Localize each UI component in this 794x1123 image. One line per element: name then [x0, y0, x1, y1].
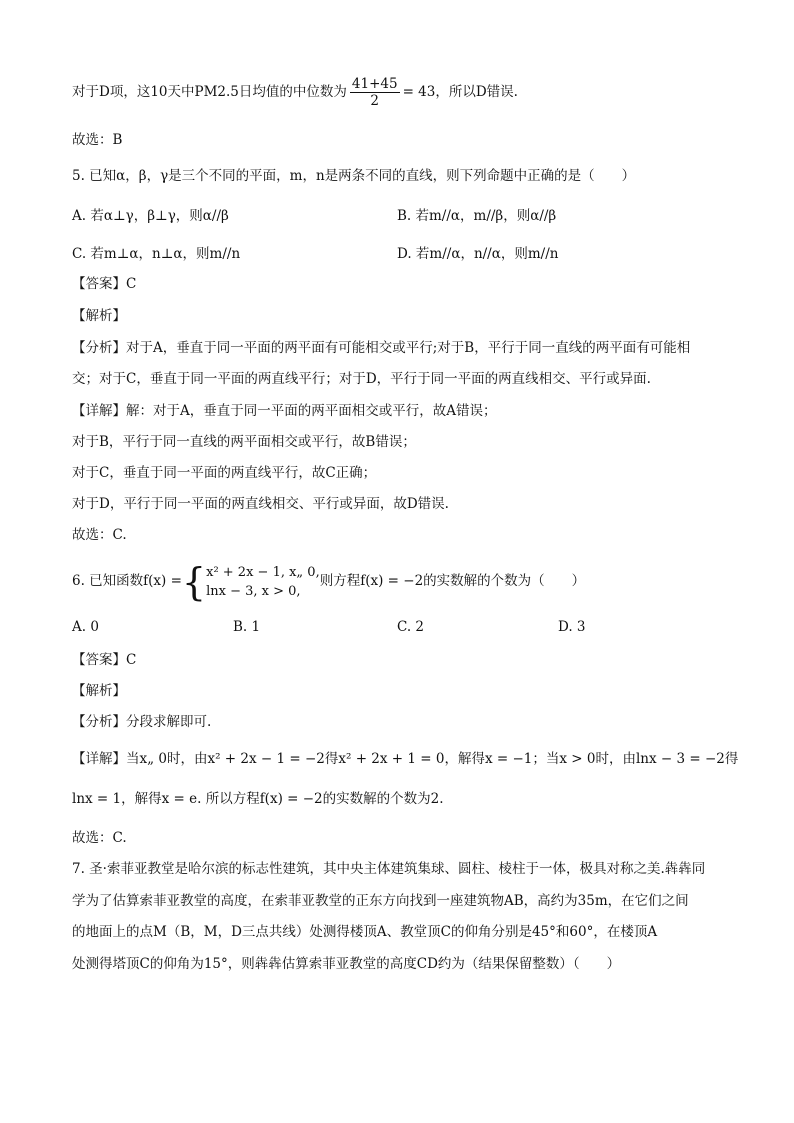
q5-fenxi-line-1: 【分析】对于A，垂直于同一平面的两平面有可能相交或平行;对于B，平行于同一直线的两平面有可能相 — [72, 340, 691, 356]
fraction-denominator: 2 — [370, 93, 380, 109]
q5-detail-line-2: 对于B，平行于同一直线的两平面相交或平行，故B错误； — [72, 434, 416, 450]
q5-fenxi-line-2: 交；对于C，垂直于同一平面的两直线平行；对于D，平行于同一平面的两直线相交、平行或异面. — [72, 371, 651, 387]
q5-choice: 故选：C. — [72, 527, 127, 543]
q5-option-a: A. 若α⊥γ，β⊥γ，则α//β — [72, 208, 229, 224]
q5-option-d: D. 若m//α，n//α，则m//n — [397, 246, 559, 262]
q7-line-2: 学为了估算索菲亚教堂的高度，在索菲亚教堂的正东方向找到一座建筑物AB，高约为35m，在它们之间 — [72, 893, 689, 909]
q6-detail-line-2: lnx = 1，解得x = e. 所以方程f(x) = −2的实数解的个数为2. — [72, 791, 444, 807]
q5-stem: 5. 已知α，β，γ是三个不同的平面，m，n是两条不同的直线，则下列命题中正确的是（ ） — [72, 168, 636, 184]
q6-option-a: A. 0 — [72, 619, 99, 635]
q4-median-prefix: 对于D项，这10天中PM2.5日均值的中位数为 — [72, 84, 347, 100]
q4-choice: 故选：B — [72, 132, 123, 148]
q4-median-suffix: = 43，所以D错误. — [402, 84, 518, 100]
q6-stem-prefix: 6. 已知函数f(x) = — [72, 573, 182, 589]
q7-line-4: 处测得塔顶C的仰角为15°，则犇犇估算索菲亚教堂的高度CD约为（结果保留整数）（ ） — [72, 956, 621, 972]
q6-analysis-tag: 【解析】 — [72, 683, 126, 699]
q6-stem — [72, 559, 586, 604]
q6-option-c: C. 2 — [397, 619, 425, 635]
fraction-numerator: 41+45 — [351, 76, 398, 92]
piecewise-brace: { — [181, 559, 207, 604]
q6-option-b: B. 1 — [233, 619, 261, 635]
q6-stem-suffix: 则方程f(x) = −2的实数解的个数为（ ） — [319, 573, 586, 589]
q5-detail-line-4: 对于D，平行于同一平面的两直线相交、平行或异面，故D错误. — [72, 496, 449, 512]
piecewise-case-1: x² + 2x − 1, x„ 0, — [206, 564, 320, 580]
q7-line-3: 的地面上的点M（B，M，D三点共线）处测得楼顶A、教堂顶C的仰角分别是45°和60°，在楼顶A — [72, 924, 658, 940]
q4-median-line — [72, 76, 518, 109]
q6-option-d: D. 3 — [558, 619, 586, 635]
median-fraction — [350, 76, 400, 109]
q5-detail-line-3: 对于C，垂直于同一平面的两直线平行，故C正确； — [72, 465, 377, 481]
q5-answer: 【答案】C — [72, 276, 137, 292]
q7-line-1: 7. 圣·索菲亚教堂是哈尔滨的标志性建筑，其中央主体建筑集球、圆柱、棱柱于一体，极具对称之美.犇犇同 — [72, 861, 706, 877]
q5-option-c: C. 若m⊥α，n⊥α，则m//n — [72, 246, 241, 262]
q5-analysis-tag: 【解析】 — [72, 308, 126, 324]
piecewise-case-2: lnx − 3, x > 0, — [206, 583, 301, 599]
piecewise-cases — [206, 563, 320, 601]
q6-choice: 故选：C. — [72, 830, 127, 846]
q6-detail-line-1: 【详解】当x„ 0时，由x² + 2x − 1 = −2得x² + 2x + 1 = 0，解得x = −1；当x > 0时，由lnx − 3 = −2得 — [72, 751, 739, 767]
q5-detail-line-1: 【详解】解：对于A，垂直于同一平面的两平面相交或平行，故A错误； — [72, 403, 497, 419]
q5-option-b: B. 若m//α，m//β，则α//β — [397, 208, 557, 224]
q6-fenxi: 【分析】分段求解即可. — [72, 714, 212, 730]
q6-answer: 【答案】C — [72, 652, 137, 668]
